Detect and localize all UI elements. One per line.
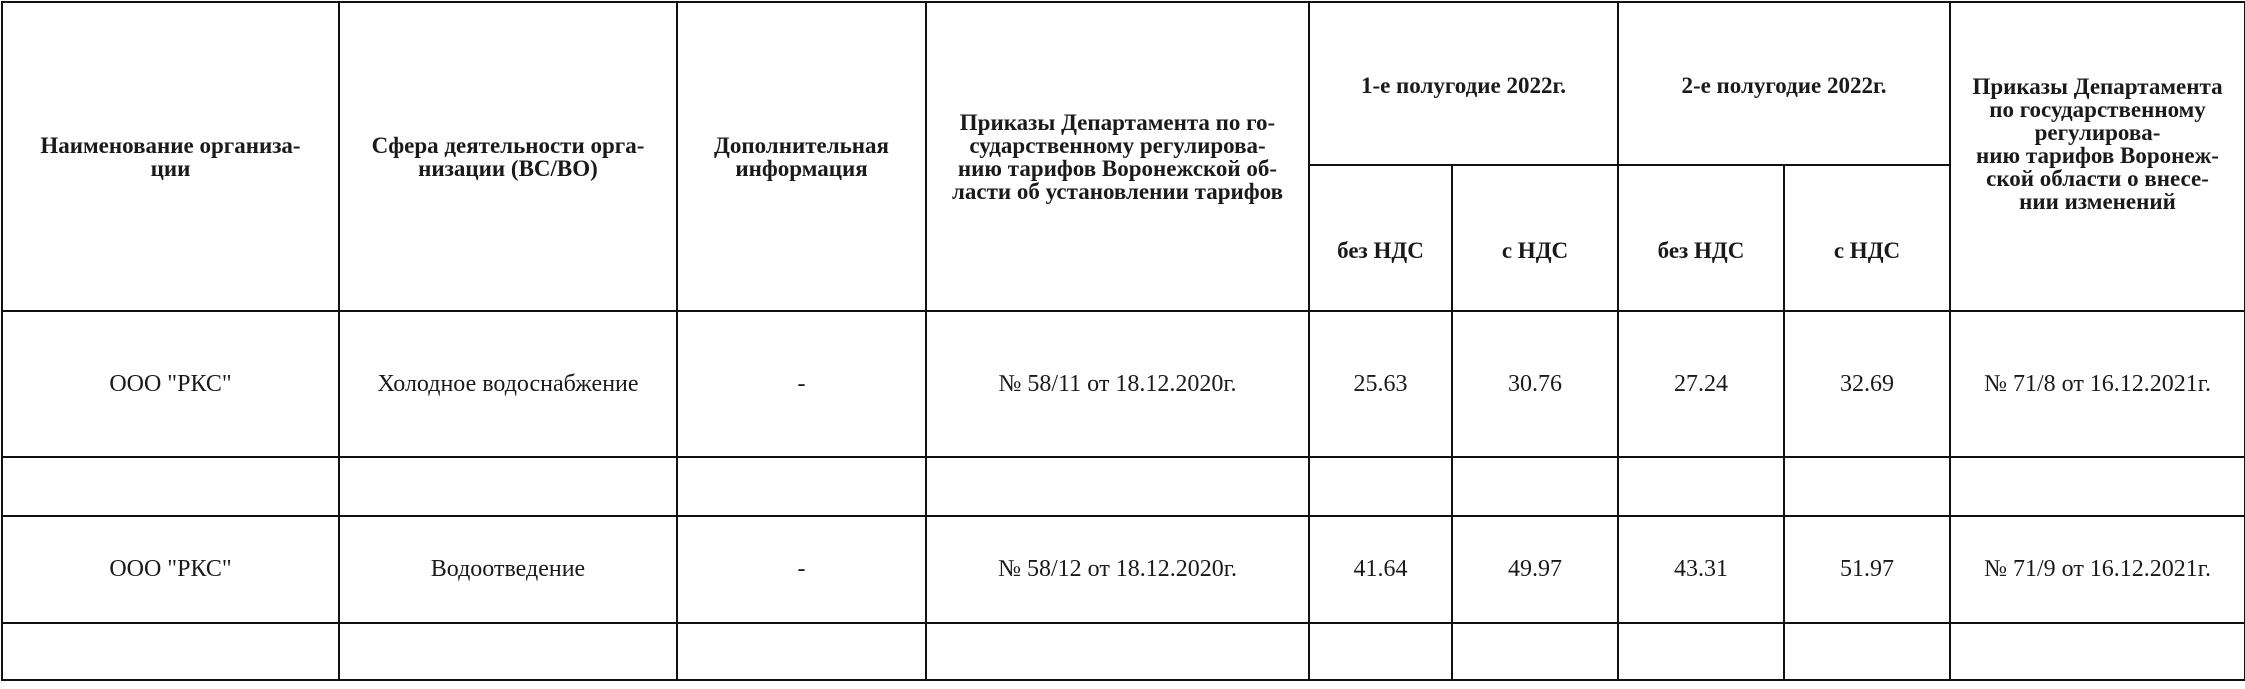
cell-h2-no-vat: 27.24 <box>1618 311 1784 457</box>
header-orders-set: Приказы Департамента по го- сударственному регулирова- нию тарифов Воронежской об- ласти об установлении тарифов <box>926 2 1309 311</box>
cell-extra: - <box>677 311 926 457</box>
cell-h2-vat: 32.69 <box>1784 311 1950 457</box>
tariff-table <box>1 1 2245 681</box>
table-row <box>2 311 2245 457</box>
cell-order: № 58/11 от 18.12.2020г. <box>926 311 1309 457</box>
header-half1-no-vat: без НДС <box>1309 165 1452 311</box>
header-half2-no-vat: без НДС <box>1618 165 1784 311</box>
empty-row <box>2 457 2245 516</box>
header-extra-info: Дополнительная информация <box>677 2 926 311</box>
header-half2: 2-е полугодие 2022г. <box>1618 2 1950 165</box>
table-row <box>2 516 2245 623</box>
cell-change-order: № 71/9 от 16.12.2021г. <box>1950 516 2245 623</box>
cell-h2-no-vat: 43.31 <box>1618 516 1784 623</box>
header-row-1 <box>2 2 2245 165</box>
header-half1-with-vat: с НДС <box>1452 165 1618 311</box>
header-sphere: Сфера деятельности орга- низации (ВС/ВО) <box>339 2 677 311</box>
cell-h1-vat: 30.76 <box>1452 311 1618 457</box>
cell-h1-no-vat: 25.63 <box>1309 311 1452 457</box>
header-half2-with-vat: с НДС <box>1784 165 1950 311</box>
cell-h2-vat: 51.97 <box>1784 516 1950 623</box>
cell-org: ООО "РКС" <box>2 311 339 457</box>
cell-org: ООО "РКС" <box>2 516 339 623</box>
cell-extra: - <box>677 516 926 623</box>
header-orders-change: Приказы Департамента по государственному регулирова- нию тарифов Воронеж- ской области о внесе- нии изменений <box>1950 2 2245 311</box>
empty-row <box>2 623 2245 680</box>
cell-h1-no-vat: 41.64 <box>1309 516 1452 623</box>
header-half1: 1-е полугодие 2022г. <box>1309 2 1618 165</box>
header-org-name: Наименование организа- ции <box>2 2 339 311</box>
cell-order: № 58/12 от 18.12.2020г. <box>926 516 1309 623</box>
cell-sphere: Холодное водоснабжение <box>339 311 677 457</box>
cell-sphere: Водоотведение <box>339 516 677 623</box>
cell-h1-vat: 49.97 <box>1452 516 1618 623</box>
cell-change-order: № 71/8 от 16.12.2021г. <box>1950 311 2245 457</box>
